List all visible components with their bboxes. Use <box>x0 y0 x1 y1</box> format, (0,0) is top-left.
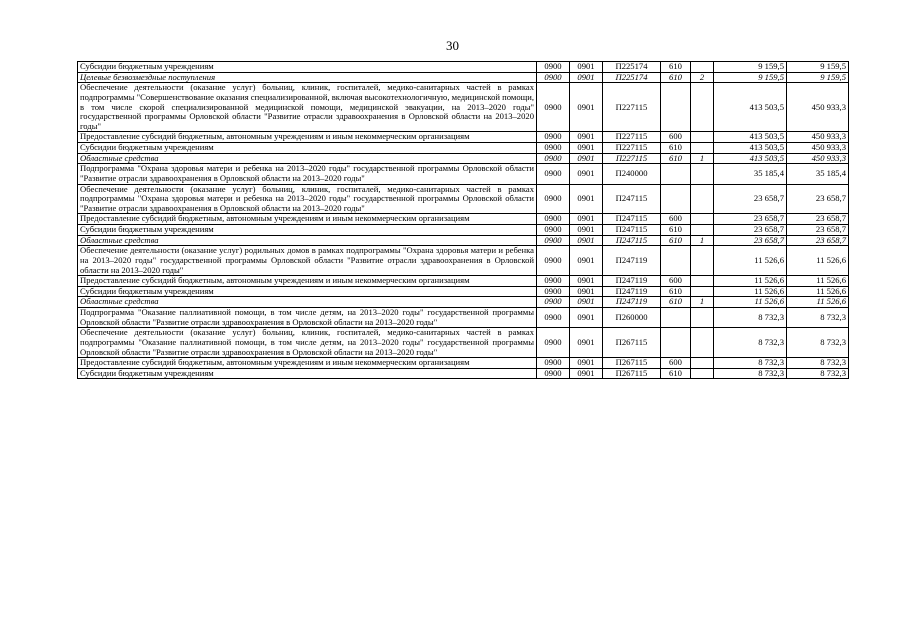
row-target-article-code: П260000 <box>603 308 661 328</box>
table-row <box>78 214 849 225</box>
row-subsection-code: 0901 <box>570 214 603 225</box>
row-amount-2: 23 658,7 <box>787 214 849 225</box>
row-name: Областные средства <box>78 297 537 308</box>
row-section-code: 0900 <box>537 72 570 83</box>
row-target-article-code: П247115 <box>603 225 661 236</box>
table-row <box>78 358 849 369</box>
row-source-code: 1 <box>691 235 714 246</box>
row-amount-2: 11 526,6 <box>787 286 849 297</box>
table-row <box>78 153 849 164</box>
row-source-code <box>691 164 714 184</box>
row-subsection-code: 0901 <box>570 164 603 184</box>
row-amount-1: 8 732,3 <box>714 308 787 328</box>
row-subsection-code: 0901 <box>570 143 603 154</box>
row-subsection-code: 0901 <box>570 308 603 328</box>
row-source-code <box>691 184 714 214</box>
row-expense-type-code <box>661 184 691 214</box>
row-expense-type-code: 610 <box>661 143 691 154</box>
row-amount-2: 8 732,3 <box>787 358 849 369</box>
row-section-code: 0900 <box>537 286 570 297</box>
row-source-code <box>691 308 714 328</box>
row-expense-type-code: 610 <box>661 62 691 73</box>
row-amount-2: 8 732,3 <box>787 368 849 379</box>
row-section-code: 0900 <box>537 164 570 184</box>
row-target-article-code: П240000 <box>603 164 661 184</box>
row-expense-type-code: 600 <box>661 214 691 225</box>
row-amount-2: 23 658,7 <box>787 235 849 246</box>
row-source-code: 1 <box>691 153 714 164</box>
row-subsection-code: 0901 <box>570 72 603 83</box>
row-source-code <box>691 368 714 379</box>
row-section-code: 0900 <box>537 328 570 358</box>
row-amount-1: 11 526,6 <box>714 297 787 308</box>
table-row <box>78 328 849 358</box>
row-amount-1: 23 658,7 <box>714 225 787 236</box>
row-target-article-code: П227115 <box>603 83 661 132</box>
row-name: Обеспечение деятельности (оказание услуг) больниц, клиник, госпиталей, медико-санитарных частей в рамках подпрограммы "Охрана здоровья матери и ребенка на 2013–2020 годы" государственной программы Орловской области "Развитие отрасли здравоохранения в Орловской области на 2013–2020 годы" <box>78 184 537 214</box>
row-amount-1: 8 732,3 <box>714 328 787 358</box>
budget-table <box>77 61 849 379</box>
row-name: Субсидии бюджетным учреждениям <box>78 143 537 154</box>
table-row <box>78 235 849 246</box>
row-amount-2: 11 526,6 <box>787 297 849 308</box>
row-section-code: 0900 <box>537 308 570 328</box>
table-row <box>78 308 849 328</box>
row-expense-type-code <box>661 246 691 276</box>
row-target-article-code: П247115 <box>603 184 661 214</box>
row-amount-2: 8 732,3 <box>787 308 849 328</box>
table-row <box>78 143 849 154</box>
row-expense-type-code: 600 <box>661 358 691 369</box>
row-section-code: 0900 <box>537 62 570 73</box>
table-row <box>78 368 849 379</box>
table-row <box>78 184 849 214</box>
row-subsection-code: 0901 <box>570 132 603 143</box>
row-target-article-code: П247119 <box>603 276 661 287</box>
row-amount-1: 9 159,5 <box>714 72 787 83</box>
row-expense-type-code: 600 <box>661 132 691 143</box>
table-row <box>78 72 849 83</box>
row-name: Предоставление субсидий бюджетным, автономным учреждениям и иным некоммерческим организациям <box>78 132 537 143</box>
row-expense-type-code: 610 <box>661 235 691 246</box>
row-subsection-code: 0901 <box>570 225 603 236</box>
row-amount-2: 9 159,5 <box>787 62 849 73</box>
row-amount-1: 8 732,3 <box>714 368 787 379</box>
row-subsection-code: 0901 <box>570 276 603 287</box>
row-name: Субсидии бюджетным учреждениям <box>78 62 537 73</box>
row-section-code: 0900 <box>537 153 570 164</box>
row-expense-type-code: 610 <box>661 225 691 236</box>
row-amount-2: 11 526,6 <box>787 276 849 287</box>
row-amount-1: 9 159,5 <box>714 62 787 73</box>
row-expense-type-code <box>661 83 691 132</box>
row-name: Субсидии бюджетным учреждениям <box>78 286 537 297</box>
row-target-article-code: П225174 <box>603 72 661 83</box>
table-row <box>78 164 849 184</box>
row-section-code: 0900 <box>537 132 570 143</box>
row-amount-1: 23 658,7 <box>714 184 787 214</box>
table-row <box>78 62 849 73</box>
row-target-article-code: П227115 <box>603 132 661 143</box>
row-name: Областные средства <box>78 235 537 246</box>
table-row <box>78 132 849 143</box>
row-name: Обеспечение деятельности (оказание услуг) родильных домов в рамках подпрограммы "Охрана здоровья матери и ребенка на 2013–2020 годы" государственной программы Орловской области "Развитие отрасли здравоохранения в Орловской области на 2013–2020 годы" <box>78 246 537 276</box>
row-target-article-code: П247115 <box>603 235 661 246</box>
row-amount-1: 23 658,7 <box>714 214 787 225</box>
row-amount-1: 413 503,5 <box>714 153 787 164</box>
row-section-code: 0900 <box>537 214 570 225</box>
row-target-article-code: П247115 <box>603 214 661 225</box>
row-section-code: 0900 <box>537 143 570 154</box>
row-target-article-code: П227115 <box>603 143 661 154</box>
table-row <box>78 297 849 308</box>
row-amount-2: 450 933,3 <box>787 153 849 164</box>
row-subsection-code: 0901 <box>570 286 603 297</box>
row-name: Субсидии бюджетным учреждениям <box>78 225 537 236</box>
row-section-code: 0900 <box>537 297 570 308</box>
row-subsection-code: 0901 <box>570 328 603 358</box>
row-source-code <box>691 132 714 143</box>
row-amount-1: 413 503,5 <box>714 83 787 132</box>
row-subsection-code: 0901 <box>570 235 603 246</box>
row-section-code: 0900 <box>537 276 570 287</box>
row-subsection-code: 0901 <box>570 153 603 164</box>
row-amount-2: 8 732,3 <box>787 328 849 358</box>
row-expense-type-code <box>661 164 691 184</box>
row-subsection-code: 0901 <box>570 83 603 132</box>
row-source-code <box>691 143 714 154</box>
row-expense-type-code: 610 <box>661 153 691 164</box>
row-subsection-code: 0901 <box>570 246 603 276</box>
row-section-code: 0900 <box>537 368 570 379</box>
row-amount-1: 11 526,6 <box>714 286 787 297</box>
row-source-code <box>691 225 714 236</box>
row-expense-type-code: 610 <box>661 297 691 308</box>
row-amount-1: 23 658,7 <box>714 235 787 246</box>
row-target-article-code: П225174 <box>603 62 661 73</box>
row-source-code: 1 <box>691 297 714 308</box>
row-source-code <box>691 214 714 225</box>
row-subsection-code: 0901 <box>570 368 603 379</box>
table-row <box>78 286 849 297</box>
row-expense-type-code <box>661 308 691 328</box>
table-row <box>78 276 849 287</box>
row-expense-type-code: 610 <box>661 72 691 83</box>
row-amount-2: 23 658,7 <box>787 184 849 214</box>
row-name: Подпрограмма "Охрана здоровья матери и ребенка на 2013–2020 годы" государственной программы Орловской области "Развитие отрасли здравоохранения в Орловской области на 2013–2020 годы" <box>78 164 537 184</box>
table-row <box>78 225 849 236</box>
row-target-article-code: П247119 <box>603 246 661 276</box>
row-amount-1: 11 526,6 <box>714 246 787 276</box>
row-name: Предоставление субсидий бюджетным, автономным учреждениям и иным некоммерческим организациям <box>78 276 537 287</box>
row-name: Областные средства <box>78 153 537 164</box>
row-expense-type-code <box>661 328 691 358</box>
row-amount-1: 11 526,6 <box>714 276 787 287</box>
row-source-code <box>691 62 714 73</box>
row-amount-2: 35 185,4 <box>787 164 849 184</box>
row-subsection-code: 0901 <box>570 184 603 214</box>
table-row <box>78 246 849 276</box>
row-name: Подпрограмма "Оказание паллиативной помощи, в том числе детям, на 2013–2020 годы" государственной программы Орловской области "Развитие отрасли здравоохранения в Орловской области на 2013–2020 годы" <box>78 308 537 328</box>
row-section-code: 0900 <box>537 225 570 236</box>
row-amount-2: 450 933,3 <box>787 143 849 154</box>
budget-table-body <box>78 62 849 379</box>
row-subsection-code: 0901 <box>570 297 603 308</box>
row-subsection-code: 0901 <box>570 62 603 73</box>
row-amount-1: 35 185,4 <box>714 164 787 184</box>
row-name: Обеспечение деятельности (оказание услуг) больниц, клиник, госпиталей, медико-санитарных частей в рамках подпрограммы "Оказание паллиативной помощи, в том числе детям, на 2013–2020 годы" государственной программы Орловской области "Развитие отрасли здравоохранения в Орловской области на 2013–2020 годы" <box>78 328 537 358</box>
row-amount-2: 450 933,3 <box>787 83 849 132</box>
row-section-code: 0900 <box>537 235 570 246</box>
row-amount-2: 9 159,5 <box>787 72 849 83</box>
row-expense-type-code: 610 <box>661 368 691 379</box>
row-expense-type-code: 600 <box>661 276 691 287</box>
row-target-article-code: П247119 <box>603 286 661 297</box>
row-source-code <box>691 328 714 358</box>
row-source-code <box>691 246 714 276</box>
row-source-code <box>691 83 714 132</box>
row-name: Предоставление субсидий бюджетным, автономным учреждениям и иным некоммерческим организациям <box>78 214 537 225</box>
row-section-code: 0900 <box>537 358 570 369</box>
row-source-code <box>691 358 714 369</box>
row-target-article-code: П267115 <box>603 328 661 358</box>
row-amount-1: 413 503,5 <box>714 132 787 143</box>
row-section-code: 0900 <box>537 83 570 132</box>
row-expense-type-code: 610 <box>661 286 691 297</box>
row-source-code <box>691 286 714 297</box>
row-amount-1: 413 503,5 <box>714 143 787 154</box>
row-amount-2: 11 526,6 <box>787 246 849 276</box>
row-section-code: 0900 <box>537 184 570 214</box>
row-amount-1: 8 732,3 <box>714 358 787 369</box>
row-target-article-code: П267115 <box>603 358 661 369</box>
row-target-article-code: П267115 <box>603 368 661 379</box>
row-target-article-code: П227115 <box>603 153 661 164</box>
row-name: Предоставление субсидий бюджетным, автономным учреждениям и иным некоммерческим организациям <box>78 358 537 369</box>
row-amount-2: 23 658,7 <box>787 225 849 236</box>
row-source-code <box>691 276 714 287</box>
row-target-article-code: П247119 <box>603 297 661 308</box>
row-section-code: 0900 <box>537 246 570 276</box>
page-number: 30 <box>446 38 459 53</box>
row-name: Субсидии бюджетным учреждениям <box>78 368 537 379</box>
row-subsection-code: 0901 <box>570 358 603 369</box>
row-name: Обеспечение деятельности (оказание услуг) больниц, клиник, госпиталей, медико-санитарных частей в рамках подпрограммы "Совершенствование оказания специализированной, включая высокотехнологичную, медицинской помощи, в том числе скорой специализированной медицинской помощи, медицинской эвакуации, на 2013–2020 годы" государственной программы Орловской области "Развитие отрасли здравоохранения в Орловской области на 2013–2020 годы" <box>78 83 537 132</box>
row-amount-2: 450 933,3 <box>787 132 849 143</box>
table-row <box>78 83 849 132</box>
row-name: Целевые безвозмездные поступления <box>78 72 537 83</box>
row-source-code: 2 <box>691 72 714 83</box>
